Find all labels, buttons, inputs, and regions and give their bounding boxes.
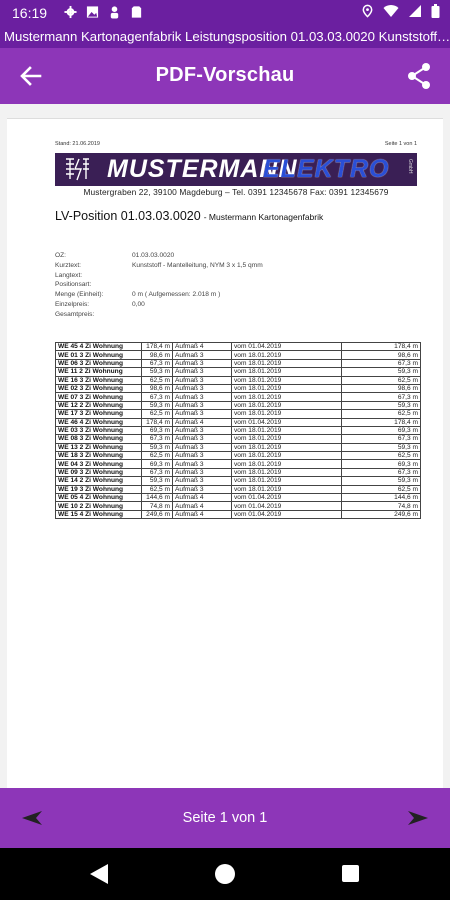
lv-title: LV-Position 01.03.03.0020 bbox=[55, 209, 201, 223]
table-row bbox=[56, 401, 421, 409]
date-cell: vom 18.01.2019 bbox=[232, 359, 342, 367]
field-row bbox=[55, 262, 375, 272]
quantity-cell: 62,5 m bbox=[142, 410, 173, 418]
logo-name-part1: MUSTERMANN bbox=[107, 155, 298, 183]
company-logo bbox=[55, 153, 417, 186]
field-row bbox=[55, 272, 375, 282]
table-row bbox=[56, 359, 421, 367]
quantity-cell: 62,5 m bbox=[142, 376, 173, 384]
field-label: OZ: bbox=[55, 252, 66, 259]
field-label: Positionsart: bbox=[55, 281, 92, 289]
date-cell: vom 01.04.2019 bbox=[232, 343, 342, 351]
room-cell: WE 17 3 Zi Wohnung bbox=[56, 410, 142, 418]
total-cell: 98,6 m bbox=[342, 351, 421, 359]
status-time: 16:19 bbox=[12, 5, 48, 21]
aufmass-cell: Aufmaß 3 bbox=[173, 401, 232, 409]
room-cell: WE 46 4 Zi Wohnung bbox=[56, 418, 142, 426]
room-cell: WE 07 3 Zi Wohnung bbox=[56, 393, 142, 401]
aufmass-cell: Aufmaß 4 bbox=[173, 510, 232, 518]
quantity-cell: 178,4 m bbox=[142, 418, 173, 426]
table-row bbox=[56, 418, 421, 426]
nav-home-icon[interactable] bbox=[215, 864, 235, 884]
logo-name-part2: ELEKTRO bbox=[263, 155, 390, 183]
table-row bbox=[56, 343, 421, 351]
page-title: PDF-Vorschau bbox=[155, 64, 295, 86]
quantity-cell: 59,3 m bbox=[142, 477, 173, 485]
wifi-icon bbox=[383, 4, 399, 18]
pdf-page bbox=[7, 118, 443, 798]
total-cell: 67,3 m bbox=[342, 468, 421, 476]
table-row bbox=[56, 502, 421, 510]
document-date: Stand: 21.06.2019 bbox=[55, 141, 100, 147]
total-cell: 98,6 m bbox=[342, 384, 421, 392]
date-cell: vom 01.04.2019 bbox=[232, 502, 342, 510]
room-cell: WE 05 4 Zi Wohnung bbox=[56, 494, 142, 502]
aufmass-cell: Aufmaß 3 bbox=[173, 384, 232, 392]
table-row bbox=[56, 435, 421, 443]
aufmass-cell: Aufmaß 3 bbox=[173, 368, 232, 376]
share-icon[interactable] bbox=[406, 62, 432, 90]
table-row bbox=[56, 477, 421, 485]
quantity-cell: 59,3 m bbox=[142, 443, 173, 451]
aufmass-cell: Aufmaß 4 bbox=[173, 502, 232, 510]
date-cell: vom 18.01.2019 bbox=[232, 426, 342, 434]
battery-icon bbox=[431, 4, 440, 18]
date-cell: vom 18.01.2019 bbox=[232, 410, 342, 418]
quantity-cell: 144,6 m bbox=[142, 494, 173, 502]
notification-title: Mustermann Kartonagenfabrik Leistungsposition 01.03.03.0020 Kunststoff… bbox=[0, 26, 450, 48]
room-cell: WE 14 2 Zi Wohnung bbox=[56, 477, 142, 485]
aufmass-cell: Aufmaß 3 bbox=[173, 426, 232, 434]
total-cell: 69,3 m bbox=[342, 426, 421, 434]
page-indicator: Seite 1 von 1 bbox=[182, 810, 268, 826]
pdf-viewer[interactable] bbox=[0, 104, 450, 788]
aufmass-cell: Aufmaß 3 bbox=[173, 410, 232, 418]
room-cell: WE 09 3 Zi Wohnung bbox=[56, 468, 142, 476]
table-row bbox=[56, 485, 421, 493]
field-row bbox=[55, 311, 375, 321]
aufmass-cell: Aufmaß 3 bbox=[173, 477, 232, 485]
room-cell: WE 13 2 Zi Wohnung bbox=[56, 443, 142, 451]
total-cell: 67,3 m bbox=[342, 435, 421, 443]
total-cell: 67,3 m bbox=[342, 359, 421, 367]
table-row bbox=[56, 384, 421, 392]
date-cell: vom 18.01.2019 bbox=[232, 401, 342, 409]
total-cell: 59,3 m bbox=[342, 368, 421, 376]
photo-icon bbox=[86, 5, 99, 19]
field-label: Kurztext: bbox=[55, 261, 82, 269]
quantity-cell: 67,3 m bbox=[142, 468, 173, 476]
aufmass-cell: Aufmaß 3 bbox=[173, 443, 232, 451]
room-cell: WE 19 3 Zi Wohnung bbox=[56, 485, 142, 493]
field-label: Menge (Einheit): bbox=[55, 291, 104, 299]
aufmass-cell: Aufmaß 3 bbox=[173, 359, 232, 367]
quantity-cell: 62,5 m bbox=[142, 452, 173, 460]
table-row bbox=[56, 368, 421, 376]
date-cell: vom 18.01.2019 bbox=[232, 376, 342, 384]
total-cell: 59,3 m bbox=[342, 443, 421, 451]
room-cell: WE 01 3 Zi Wohnung bbox=[56, 351, 142, 359]
total-cell: 178,4 m bbox=[342, 418, 421, 426]
room-cell: WE 04 3 Zi Wohnung bbox=[56, 460, 142, 468]
logo-suffix: GmbH bbox=[407, 159, 413, 174]
date-cell: vom 18.01.2019 bbox=[232, 368, 342, 376]
quantity-cell: 98,6 m bbox=[142, 351, 173, 359]
room-cell: WE 16 3 Zi Wohnung bbox=[56, 376, 142, 384]
settings-icon bbox=[64, 5, 77, 19]
field-value: 0 m ( Aufgemessen: 2.018 m ) bbox=[132, 291, 221, 299]
app-bar bbox=[0, 48, 450, 104]
room-cell: WE 02 3 Zi Wohnung bbox=[56, 384, 142, 392]
room-cell: WE 45 4 Zi Wohnung bbox=[56, 343, 142, 351]
date-cell: vom 18.01.2019 bbox=[232, 351, 342, 359]
total-cell: 62,5 m bbox=[342, 485, 421, 493]
total-cell: 178,4 m bbox=[342, 343, 421, 351]
room-cell: WE 12 2 Zi Wohnung bbox=[56, 401, 142, 409]
table-row bbox=[56, 460, 421, 468]
field-label: Langtext: bbox=[55, 271, 83, 279]
table-row bbox=[56, 426, 421, 434]
page-navigation-bar bbox=[0, 788, 450, 848]
aufmass-table bbox=[55, 342, 421, 519]
total-cell: 74,8 m bbox=[342, 502, 421, 510]
field-label: Einzelpreis: bbox=[55, 300, 90, 308]
quantity-cell: 74,8 m bbox=[142, 502, 173, 510]
field-value: 01.03.03.0020 bbox=[132, 252, 175, 259]
date-cell: vom 18.01.2019 bbox=[232, 435, 342, 443]
aufmass-cell: Aufmaß 3 bbox=[173, 468, 232, 476]
total-cell: 69,3 m bbox=[342, 460, 421, 468]
room-cell: WE 18 3 Zi Wohnung bbox=[56, 452, 142, 460]
nav-back-icon[interactable] bbox=[90, 864, 108, 884]
aufmass-cell: Aufmaß 3 bbox=[173, 435, 232, 443]
field-row bbox=[55, 281, 375, 291]
total-cell: 59,3 m bbox=[342, 401, 421, 409]
date-cell: vom 18.01.2019 bbox=[232, 443, 342, 451]
quantity-cell: 69,3 m bbox=[142, 426, 173, 434]
date-cell: vom 18.01.2019 bbox=[232, 393, 342, 401]
table-row bbox=[56, 443, 421, 451]
aufmass-cell: Aufmaß 4 bbox=[173, 418, 232, 426]
quantity-cell: 67,3 m bbox=[142, 393, 173, 401]
table-row bbox=[56, 510, 421, 518]
quantity-cell: 67,3 m bbox=[142, 359, 173, 367]
field-row bbox=[55, 252, 375, 262]
location-icon bbox=[361, 4, 374, 18]
position-fields bbox=[55, 252, 375, 321]
date-cell: vom 01.04.2019 bbox=[232, 510, 342, 518]
quantity-cell: 249,6 m bbox=[142, 510, 173, 518]
quantity-cell: 178,4 m bbox=[142, 343, 173, 351]
nav-recents-icon[interactable] bbox=[342, 865, 359, 882]
document-page-label: Seite 1 von 1 bbox=[384, 141, 417, 147]
total-cell: 144,6 m bbox=[342, 494, 421, 502]
date-cell: vom 18.01.2019 bbox=[232, 452, 342, 460]
sim-card-icon bbox=[130, 5, 143, 19]
table-row bbox=[56, 468, 421, 476]
system-nav-bar bbox=[0, 848, 450, 900]
table-row bbox=[56, 376, 421, 384]
table-row bbox=[56, 351, 421, 359]
room-cell: WE 03 3 Zi Wohnung bbox=[56, 426, 142, 434]
room-cell: WE 11 2 Zi Wohnung bbox=[56, 368, 142, 376]
aufmass-cell: Aufmaß 3 bbox=[173, 393, 232, 401]
aufmass-cell: Aufmaß 3 bbox=[173, 376, 232, 384]
room-cell: WE 15 4 Zi Wohnung bbox=[56, 510, 142, 518]
total-cell: 249,6 m bbox=[342, 510, 421, 518]
total-cell: 62,5 m bbox=[342, 410, 421, 418]
date-cell: vom 01.04.2019 bbox=[232, 418, 342, 426]
quantity-cell: 59,3 m bbox=[142, 368, 173, 376]
person-icon bbox=[108, 5, 121, 19]
total-cell: 67,3 m bbox=[342, 393, 421, 401]
date-cell: vom 18.01.2019 bbox=[232, 468, 342, 476]
room-cell: WE 08 3 Zi Wohnung bbox=[56, 435, 142, 443]
field-value: Kunststoff - Mantelleitung, NYM 3 x 1,5 qmm bbox=[132, 261, 263, 269]
total-cell: 59,3 m bbox=[342, 477, 421, 485]
room-cell: WE 10 2 Zi Wohnung bbox=[56, 502, 142, 510]
status-bar bbox=[0, 0, 450, 26]
lv-subtitle: - Mustermann Kartonagenfabrik bbox=[203, 212, 324, 222]
logo-mark-icon bbox=[63, 156, 91, 183]
quantity-cell: 67,3 m bbox=[142, 435, 173, 443]
field-row bbox=[55, 291, 375, 301]
field-label: Gesamtpreis: bbox=[55, 310, 95, 318]
aufmass-cell: Aufmaß 3 bbox=[173, 485, 232, 493]
date-cell: vom 18.01.2019 bbox=[232, 477, 342, 485]
table-row bbox=[56, 494, 421, 502]
date-cell: vom 18.01.2019 bbox=[232, 460, 342, 468]
total-cell: 62,5 m bbox=[342, 376, 421, 384]
quantity-cell: 62,5 m bbox=[142, 485, 173, 493]
arrow-right-icon[interactable] bbox=[408, 810, 428, 826]
aufmass-cell: Aufmaß 3 bbox=[173, 351, 232, 359]
company-address: Mustergraben 22, 39100 Magdeburg – Tel. 0391 12345678 Fax: 0391 12345679 bbox=[83, 187, 389, 197]
total-cell: 62,5 m bbox=[342, 452, 421, 460]
field-value: 0,00 bbox=[132, 300, 145, 308]
table-row bbox=[56, 410, 421, 418]
date-cell: vom 18.01.2019 bbox=[232, 485, 342, 493]
table-row bbox=[56, 393, 421, 401]
date-cell: vom 18.01.2019 bbox=[232, 384, 342, 392]
date-cell: vom 01.04.2019 bbox=[232, 494, 342, 502]
quantity-cell: 69,3 m bbox=[142, 460, 173, 468]
quantity-cell: 59,3 m bbox=[142, 401, 173, 409]
aufmass-cell: Aufmaß 4 bbox=[173, 494, 232, 502]
room-cell: WE 06 3 Zi Wohnung bbox=[56, 359, 142, 367]
lv-heading bbox=[55, 209, 323, 223]
table-row bbox=[56, 452, 421, 460]
signal-icon bbox=[408, 4, 422, 18]
aufmass-cell: Aufmaß 4 bbox=[173, 343, 232, 351]
aufmass-cell: Aufmaß 3 bbox=[173, 452, 232, 460]
quantity-cell: 98,6 m bbox=[142, 384, 173, 392]
aufmass-cell: Aufmaß 3 bbox=[173, 460, 232, 468]
field-row bbox=[55, 301, 375, 311]
